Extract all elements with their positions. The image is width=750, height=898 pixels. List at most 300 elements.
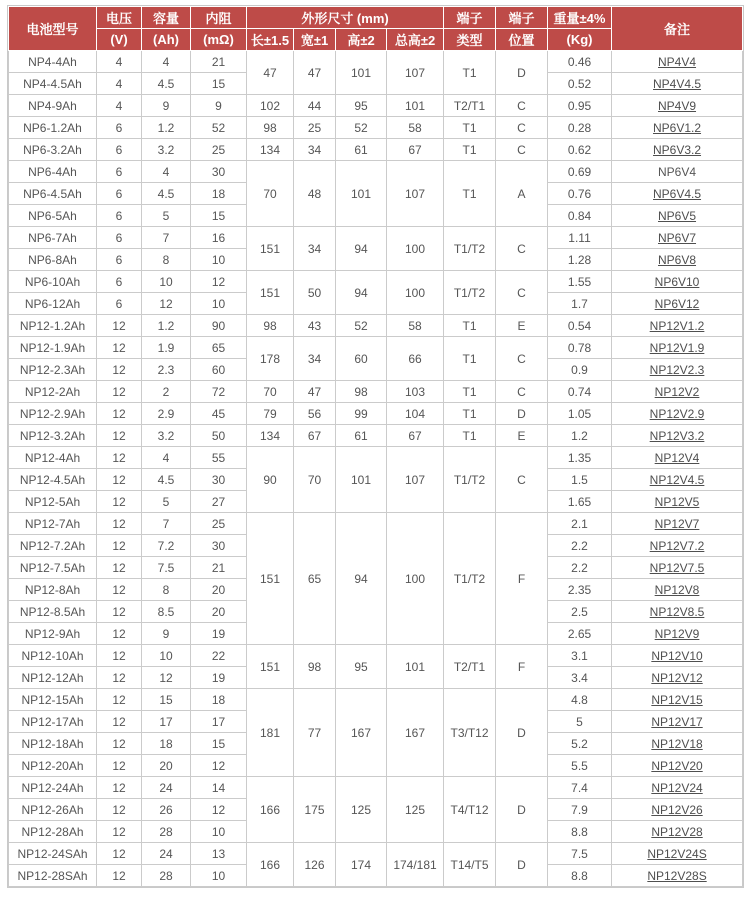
cell-terminal-type: T3/T12 (444, 689, 496, 777)
cell-dim-height: 61 (336, 425, 387, 447)
cell-voltage: 6 (97, 227, 142, 249)
cell-voltage: 6 (97, 183, 142, 205)
cell-capacity: 2 (142, 381, 191, 403)
cell-weight: 7.5 (548, 843, 612, 865)
cell-voltage: 12 (97, 755, 142, 777)
header-resistance-unit: (mΩ) (191, 29, 247, 51)
cell-terminal-type: T2/T1 (444, 95, 496, 117)
cell-dim-width: 34 (294, 139, 336, 161)
cell-resistance: 25 (191, 139, 247, 161)
cell-capacity: 4 (142, 447, 191, 469)
cell-model: NP12-7Ah (9, 513, 97, 535)
cell-remark (612, 689, 743, 711)
cell-dim-height: 95 (336, 95, 387, 117)
cell-model: NP4-4Ah (9, 51, 97, 73)
cell-weight: 2.35 (548, 579, 612, 601)
cell-remark (612, 491, 743, 513)
cell-weight: 1.7 (548, 293, 612, 315)
cell-remark (612, 381, 743, 403)
cell-terminal-type: T1 (444, 337, 496, 381)
cell-voltage: 12 (97, 711, 142, 733)
cell-voltage: 12 (97, 469, 142, 491)
cell-terminal-type: T1 (444, 315, 496, 337)
cell-remark (612, 667, 743, 689)
cell-model: NP12-1.9Ah (9, 337, 97, 359)
cell-remark (612, 623, 743, 645)
cell-dim-length: 98 (247, 117, 294, 139)
remark-link[interactable]: NP12V5 (654, 494, 700, 509)
cell-terminal-position: F (496, 513, 548, 645)
cell-dim-width: 47 (294, 51, 336, 95)
cell-capacity: 4.5 (142, 469, 191, 491)
cell-dim-height: 95 (336, 645, 387, 689)
cell-dim-length: 178 (247, 337, 294, 381)
remark-link[interactable]: NP6V10 (654, 274, 700, 289)
header-resistance: 内阻 (191, 7, 247, 29)
cell-dim-height: 101 (336, 51, 387, 95)
cell-voltage: 4 (97, 73, 142, 95)
header-terminal-type: 端子 (444, 7, 496, 29)
cell-dim-height: 52 (336, 117, 387, 139)
cell-resistance: 10 (191, 249, 247, 271)
table-row (9, 381, 743, 403)
cell-model: NP12-2.9Ah (9, 403, 97, 425)
cell-capacity: 28 (142, 821, 191, 843)
cell-model: NP12-28Ah (9, 821, 97, 843)
remark-link[interactable]: NP12V26 (651, 802, 703, 817)
cell-dim-length: 70 (247, 381, 294, 403)
remark-link[interactable]: NP6V5 (658, 208, 697, 223)
cell-capacity: 10 (142, 645, 191, 667)
cell-dim-width: 50 (294, 271, 336, 315)
battery-spec-table-wrap (7, 5, 744, 888)
remark-link[interactable]: NP12V10 (651, 648, 703, 663)
cell-voltage: 12 (97, 865, 142, 887)
cell-dim-width: 175 (294, 777, 336, 843)
cell-dim-total-height: 100 (387, 513, 444, 645)
remark-link[interactable]: NP12V3.2 (649, 428, 705, 443)
cell-model: NP12-28SAh (9, 865, 97, 887)
cell-capacity: 4 (142, 51, 191, 73)
cell-model: NP6-4.5Ah (9, 183, 97, 205)
cell-voltage: 12 (97, 733, 142, 755)
cell-weight: 2.2 (548, 535, 612, 557)
cell-model: NP12-8Ah (9, 579, 97, 601)
cell-remark (612, 733, 743, 755)
cell-dim-length: 151 (247, 645, 294, 689)
cell-remark (612, 865, 743, 887)
header-voltage-unit: (V) (97, 29, 142, 51)
table-row (9, 689, 743, 711)
header-remark: 备注 (612, 7, 743, 51)
remark-link[interactable]: NP12V8.5 (649, 604, 705, 619)
remark-link[interactable]: NP6V7 (658, 230, 697, 245)
cell-terminal-position: E (496, 315, 548, 337)
cell-dim-total-height: 107 (387, 447, 444, 513)
cell-voltage: 12 (97, 403, 142, 425)
cell-weight: 0.62 (548, 139, 612, 161)
cell-resistance: 30 (191, 469, 247, 491)
cell-resistance: 10 (191, 821, 247, 843)
cell-dim-height: 52 (336, 315, 387, 337)
cell-weight: 7.9 (548, 799, 612, 821)
cell-remark (612, 51, 743, 73)
cell-terminal-position: C (496, 95, 548, 117)
cell-terminal-type: T1/T2 (444, 271, 496, 315)
cell-remark (612, 601, 743, 623)
table-row (9, 51, 743, 73)
cell-terminal-type: T1 (444, 51, 496, 95)
cell-weight: 2.2 (548, 557, 612, 579)
cell-weight: 0.78 (548, 337, 612, 359)
cell-weight: 1.2 (548, 425, 612, 447)
cell-dim-width: 48 (294, 161, 336, 227)
cell-voltage: 12 (97, 513, 142, 535)
cell-weight: 1.28 (548, 249, 612, 271)
cell-terminal-type: T1 (444, 139, 496, 161)
cell-dim-width: 67 (294, 425, 336, 447)
cell-model: NP12-2.3Ah (9, 359, 97, 381)
cell-capacity: 3.2 (142, 139, 191, 161)
cell-model: NP6-3.2Ah (9, 139, 97, 161)
cell-dim-length: 70 (247, 161, 294, 227)
cell-remark (612, 843, 743, 865)
cell-dim-height: 101 (336, 161, 387, 227)
table-row (9, 271, 743, 293)
cell-remark (612, 271, 743, 293)
cell-model: NP12-5Ah (9, 491, 97, 513)
remark-link[interactable]: NP6V8 (658, 252, 697, 267)
cell-model: NP12-24SAh (9, 843, 97, 865)
header-model: 电池型号 (9, 7, 97, 51)
remark-link[interactable]: NP12V24S (647, 846, 707, 861)
cell-resistance: 19 (191, 667, 247, 689)
cell-resistance: 17 (191, 711, 247, 733)
cell-dim-height: 101 (336, 447, 387, 513)
cell-dim-total-height: 125 (387, 777, 444, 843)
cell-voltage: 6 (97, 249, 142, 271)
cell-resistance: 50 (191, 425, 247, 447)
cell-weight: 5.2 (548, 733, 612, 755)
cell-voltage: 6 (97, 271, 142, 293)
cell-terminal-position: D (496, 689, 548, 777)
cell-remark (612, 799, 743, 821)
remark-link[interactable]: NP12V18 (651, 736, 703, 751)
cell-remark (612, 337, 743, 359)
cell-weight: 2.1 (548, 513, 612, 535)
cell-weight: 3.1 (548, 645, 612, 667)
cell-remark (612, 139, 743, 161)
cell-model: NP6-4Ah (9, 161, 97, 183)
cell-resistance: 19 (191, 623, 247, 645)
header-weight-unit: (Kg) (548, 29, 612, 51)
cell-model: NP12-12Ah (9, 667, 97, 689)
header-dim-height: 高±2 (336, 29, 387, 51)
cell-capacity: 2.3 (142, 359, 191, 381)
cell-weight: 7.4 (548, 777, 612, 799)
cell-resistance: 12 (191, 799, 247, 821)
remark-link[interactable]: NP12V1.2 (649, 318, 705, 333)
cell-terminal-position: C (496, 117, 548, 139)
cell-dim-width: 56 (294, 403, 336, 425)
cell-resistance: 65 (191, 337, 247, 359)
remark-link[interactable]: NP12V2 (654, 384, 700, 399)
cell-terminal-type: T1/T2 (444, 447, 496, 513)
cell-remark (612, 711, 743, 733)
cell-capacity: 5 (142, 205, 191, 227)
table-row (9, 117, 743, 139)
cell-resistance: 20 (191, 601, 247, 623)
remark-link[interactable]: NP12V24 (651, 780, 703, 795)
cell-resistance: 12 (191, 271, 247, 293)
cell-dim-total-height: 66 (387, 337, 444, 381)
battery-spec-table (8, 6, 743, 887)
remark-link[interactable]: NP4V4 (658, 54, 697, 69)
cell-model: NP12-20Ah (9, 755, 97, 777)
cell-remark (612, 777, 743, 799)
cell-dim-total-height: 101 (387, 645, 444, 689)
cell-voltage: 12 (97, 689, 142, 711)
cell-dim-width: 98 (294, 645, 336, 689)
cell-terminal-position: E (496, 425, 548, 447)
cell-weight: 1.65 (548, 491, 612, 513)
cell-voltage: 6 (97, 161, 142, 183)
remark-link[interactable]: NP12V7.2 (649, 538, 705, 553)
cell-dim-length: 102 (247, 95, 294, 117)
cell-terminal-position: C (496, 381, 548, 403)
cell-resistance: 10 (191, 865, 247, 887)
cell-terminal-position: D (496, 403, 548, 425)
table-row (9, 315, 743, 337)
cell-remark (612, 403, 743, 425)
remark-link[interactable]: NP12V1.9 (649, 340, 705, 355)
cell-weight: 1.55 (548, 271, 612, 293)
cell-dim-length: 90 (247, 447, 294, 513)
cell-terminal-type: T1 (444, 161, 496, 227)
cell-terminal-type: T1 (444, 117, 496, 139)
cell-remark (612, 821, 743, 843)
cell-dim-height: 94 (336, 271, 387, 315)
cell-dim-width: 34 (294, 227, 336, 271)
cell-dim-height: 174 (336, 843, 387, 887)
remark-link[interactable]: NP4V9 (658, 98, 697, 113)
cell-capacity: 17 (142, 711, 191, 733)
cell-dim-length: 166 (247, 777, 294, 843)
cell-dim-total-height: 58 (387, 117, 444, 139)
cell-dim-length: 79 (247, 403, 294, 425)
cell-resistance: 15 (191, 73, 247, 95)
cell-remark (612, 73, 743, 95)
cell-remark (612, 183, 743, 205)
remark-link[interactable]: NP6V1.2 (653, 120, 702, 135)
cell-remark (612, 249, 743, 271)
table-row (9, 95, 743, 117)
cell-model: NP12-1.2Ah (9, 315, 97, 337)
cell-voltage: 12 (97, 601, 142, 623)
cell-terminal-type: T14/T5 (444, 843, 496, 887)
cell-capacity: 15 (142, 689, 191, 711)
cell-dim-height: 98 (336, 381, 387, 403)
cell-capacity: 12 (142, 667, 191, 689)
remark-link[interactable]: NP12V28S (647, 868, 707, 883)
cell-dim-length: 151 (247, 271, 294, 315)
cell-model: NP12-8.5Ah (9, 601, 97, 623)
cell-terminal-type: T4/T12 (444, 777, 496, 843)
cell-remark (612, 579, 743, 601)
remark-link[interactable]: NP12V4 (654, 450, 700, 465)
cell-remark (612, 535, 743, 557)
cell-voltage: 12 (97, 337, 142, 359)
cell-capacity: 9 (142, 623, 191, 645)
remark-link[interactable]: NP6V4.5 (653, 186, 702, 201)
header-dim-total-height: 总高±2 (387, 29, 444, 51)
cell-resistance: 14 (191, 777, 247, 799)
cell-model: NP12-18Ah (9, 733, 97, 755)
cell-weight: 2.65 (548, 623, 612, 645)
cell-dim-width: 47 (294, 381, 336, 403)
cell-resistance: 30 (191, 535, 247, 557)
cell-capacity: 9 (142, 95, 191, 117)
cell-terminal-type: T1 (444, 425, 496, 447)
cell-remark (612, 117, 743, 139)
remark-link[interactable]: NP12V7 (654, 516, 700, 531)
remark-link[interactable]: NP12V2.9 (649, 406, 705, 421)
cell-weight: 8.8 (548, 865, 612, 887)
cell-dim-length: 98 (247, 315, 294, 337)
cell-voltage: 4 (97, 95, 142, 117)
cell-weight: 0.76 (548, 183, 612, 205)
cell-weight: 8.8 (548, 821, 612, 843)
cell-resistance: 15 (191, 733, 247, 755)
remark-link[interactable]: NP12V9 (654, 626, 700, 641)
cell-voltage: 12 (97, 799, 142, 821)
cell-dim-height: 94 (336, 513, 387, 645)
cell-model: NP12-26Ah (9, 799, 97, 821)
cell-terminal-position: C (496, 139, 548, 161)
cell-remark (612, 205, 743, 227)
cell-capacity: 8 (142, 249, 191, 271)
table-row (9, 337, 743, 359)
cell-resistance: 21 (191, 557, 247, 579)
cell-dim-total-height: 67 (387, 425, 444, 447)
remark-link[interactable]: NP6V3.2 (653, 142, 702, 157)
cell-dim-width: 65 (294, 513, 336, 645)
cell-voltage: 12 (97, 447, 142, 469)
cell-model: NP4-9Ah (9, 95, 97, 117)
remark-link[interactable]: NP12V4.5 (649, 472, 705, 487)
cell-resistance: 21 (191, 51, 247, 73)
cell-weight: 1.5 (548, 469, 612, 491)
cell-weight: 0.54 (548, 315, 612, 337)
cell-capacity: 24 (142, 843, 191, 865)
cell-capacity: 4 (142, 161, 191, 183)
cell-dim-total-height: 107 (387, 51, 444, 95)
cell-resistance: 16 (191, 227, 247, 249)
cell-capacity: 26 (142, 799, 191, 821)
table-row (9, 161, 743, 183)
cell-resistance: 13 (191, 843, 247, 865)
remark-link[interactable]: NP12V15 (651, 692, 703, 707)
cell-terminal-type: T1 (444, 403, 496, 425)
cell-capacity: 4.5 (142, 183, 191, 205)
cell-capacity: 5 (142, 491, 191, 513)
cell-voltage: 12 (97, 645, 142, 667)
header-dim-width: 宽±1 (294, 29, 336, 51)
cell-dim-length: 134 (247, 425, 294, 447)
cell-capacity: 12 (142, 293, 191, 315)
cell-capacity: 1.2 (142, 315, 191, 337)
remark-link[interactable]: NP12V20 (651, 758, 703, 773)
header-terminal-type-label: 类型 (444, 29, 496, 51)
table-row (9, 843, 743, 865)
cell-terminal-position: F (496, 645, 548, 689)
cell-weight: 5 (548, 711, 612, 733)
cell-dim-length: 166 (247, 843, 294, 887)
cell-remark (612, 95, 743, 117)
cell-dim-total-height: 174/181 (387, 843, 444, 887)
cell-remark (612, 557, 743, 579)
table-row (9, 403, 743, 425)
cell-terminal-type: T1/T2 (444, 513, 496, 645)
cell-resistance: 18 (191, 689, 247, 711)
remark-link[interactable]: NP12V17 (651, 714, 703, 729)
remark-link[interactable]: NP12V8 (654, 582, 700, 597)
cell-voltage: 12 (97, 315, 142, 337)
cell-weight: 5.5 (548, 755, 612, 777)
cell-model: NP6-10Ah (9, 271, 97, 293)
remark-link[interactable]: NP12V12 (651, 670, 703, 685)
cell-model: NP12-4.5Ah (9, 469, 97, 491)
cell-model: NP12-3.2Ah (9, 425, 97, 447)
header-capacity: 容量 (142, 7, 191, 29)
cell-resistance: 55 (191, 447, 247, 469)
cell-voltage: 12 (97, 381, 142, 403)
cell-remark (612, 513, 743, 535)
cell-voltage: 6 (97, 139, 142, 161)
cell-resistance: 45 (191, 403, 247, 425)
cell-voltage: 12 (97, 843, 142, 865)
table-row (9, 447, 743, 469)
remark-link[interactable]: NP6V12 (654, 296, 700, 311)
remark-link[interactable]: NP12V7.5 (649, 560, 705, 575)
cell-dim-width: 25 (294, 117, 336, 139)
cell-voltage: 12 (97, 535, 142, 557)
table-body (9, 51, 743, 887)
cell-weight: 2.5 (548, 601, 612, 623)
header-terminal-position: 端子 (496, 7, 548, 29)
cell-resistance: 60 (191, 359, 247, 381)
cell-resistance: 20 (191, 579, 247, 601)
cell-dim-total-height: 101 (387, 95, 444, 117)
cell-resistance: 90 (191, 315, 247, 337)
table-row (9, 139, 743, 161)
cell-remark (612, 315, 743, 337)
cell-dim-height: 99 (336, 403, 387, 425)
remark-link[interactable]: NP12V28 (651, 824, 703, 839)
cell-dim-length: 151 (247, 227, 294, 271)
remark-link[interactable]: NP4V4.5 (653, 76, 702, 91)
cell-dim-total-height: 104 (387, 403, 444, 425)
cell-voltage: 12 (97, 579, 142, 601)
cell-model: NP12-17Ah (9, 711, 97, 733)
cell-dim-width: 43 (294, 315, 336, 337)
remark-link[interactable]: NP12V2.3 (649, 362, 705, 377)
cell-weight: 1.05 (548, 403, 612, 425)
header-capacity-unit: (Ah) (142, 29, 191, 51)
cell-resistance: 52 (191, 117, 247, 139)
table-row (9, 227, 743, 249)
cell-resistance: 22 (191, 645, 247, 667)
